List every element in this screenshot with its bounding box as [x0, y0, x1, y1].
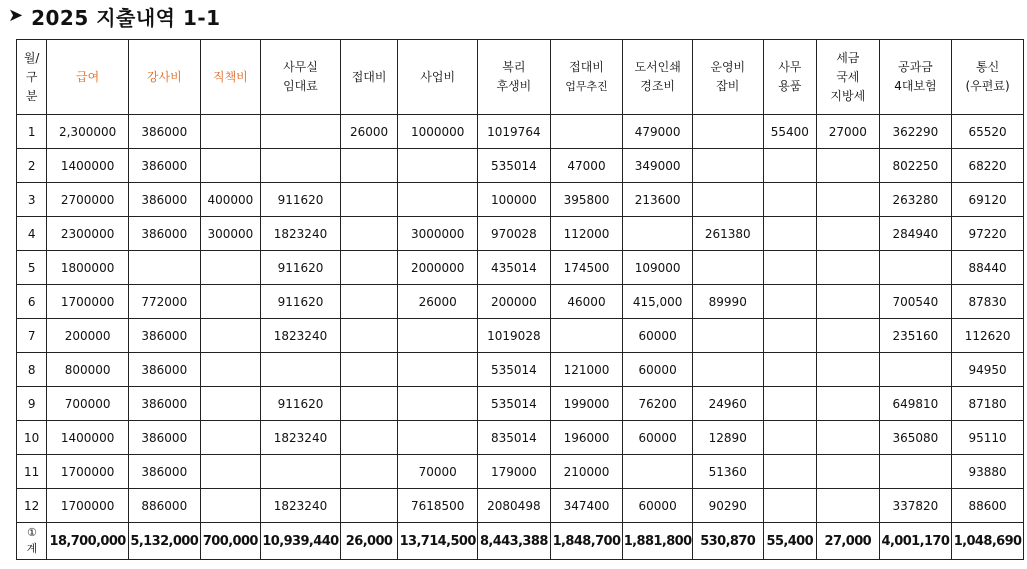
- amount-cell: [817, 455, 880, 489]
- amount-cell: [763, 217, 816, 251]
- amount-cell: [763, 421, 816, 455]
- table-row: [17, 353, 1024, 387]
- amount-cell: [200, 353, 261, 387]
- amount-cell: 1823240: [261, 421, 341, 455]
- amount-cell: 89990: [692, 285, 763, 319]
- month-cell: 2: [17, 149, 47, 183]
- amount-cell: [398, 387, 478, 421]
- amount-cell: 1823240: [261, 217, 341, 251]
- amount-cell: [763, 285, 816, 319]
- amount-cell: 700000: [47, 387, 129, 421]
- column-header-line: 월/: [23, 50, 40, 65]
- amount-cell: [763, 455, 816, 489]
- amount-cell: 88600: [952, 489, 1024, 523]
- column-header-line: 국세: [836, 69, 860, 84]
- amount-cell: 199000: [550, 387, 623, 421]
- total-cell: 8,443,388: [478, 523, 551, 560]
- column-header-line: 공과금: [898, 60, 933, 74]
- amount-cell: [763, 387, 816, 421]
- column-header-line: 분: [25, 88, 38, 103]
- total-label: [17, 523, 47, 560]
- amount-cell: [200, 285, 261, 319]
- month-cell: 3: [17, 183, 47, 217]
- amount-cell: 100000: [478, 183, 551, 217]
- amount-cell: [550, 319, 623, 353]
- amount-cell: 200000: [47, 319, 129, 353]
- amount-cell: 60000: [623, 319, 693, 353]
- amount-cell: [623, 455, 693, 489]
- column-header-2: [128, 40, 200, 115]
- amount-cell: 210000: [550, 455, 623, 489]
- column-header-line: 접대비: [569, 60, 604, 74]
- column-header-line: 경조비: [640, 79, 676, 93]
- amount-cell: 535014: [478, 149, 551, 183]
- amount-cell: [763, 149, 816, 183]
- column-header-line: 접대비: [351, 69, 387, 84]
- amount-cell: 395800: [550, 183, 623, 217]
- column-header-12: [817, 40, 880, 115]
- amount-cell: [692, 319, 763, 353]
- amount-cell: 362290: [879, 115, 952, 149]
- total-cell: 55,400: [763, 523, 816, 560]
- amount-cell: [763, 489, 816, 523]
- amount-cell: 800000: [47, 353, 129, 387]
- table-row: [17, 251, 1024, 285]
- amount-cell: [398, 353, 478, 387]
- amount-cell: [340, 455, 398, 489]
- month-cell: 11: [17, 455, 47, 489]
- amount-cell: 261380: [692, 217, 763, 251]
- total-label-line: ①: [27, 526, 37, 539]
- amount-cell: 386000: [128, 421, 200, 455]
- amount-cell: 3000000: [398, 217, 478, 251]
- column-header-line: 지방세: [830, 88, 866, 103]
- column-header-13: [879, 40, 952, 115]
- amount-cell: [623, 217, 693, 251]
- column-header-line: 업무추진: [565, 80, 608, 93]
- amount-cell: [817, 251, 880, 285]
- amount-cell: 47000: [550, 149, 623, 183]
- amount-cell: [817, 285, 880, 319]
- amount-cell: 802250: [879, 149, 952, 183]
- month-cell: 9: [17, 387, 47, 421]
- total-cell: 1,848,700: [550, 523, 623, 560]
- amount-cell: [340, 319, 398, 353]
- amount-cell: [340, 285, 398, 319]
- amount-cell: [261, 455, 341, 489]
- amount-cell: 90290: [692, 489, 763, 523]
- amount-cell: 12890: [692, 421, 763, 455]
- amount-cell: 284940: [879, 217, 952, 251]
- total-cell: 10,939,440: [261, 523, 341, 560]
- column-header-line: 세금: [836, 50, 860, 65]
- column-header-line: 후생비: [496, 79, 532, 93]
- table-row: [17, 217, 1024, 251]
- amount-cell: 24960: [692, 387, 763, 421]
- amount-cell: 2700000: [47, 183, 129, 217]
- amount-cell: [550, 115, 623, 149]
- month-cell: 12: [17, 489, 47, 523]
- amount-cell: [398, 421, 478, 455]
- amount-cell: 886000: [128, 489, 200, 523]
- amount-cell: 87830: [952, 285, 1024, 319]
- amount-cell: 386000: [128, 319, 200, 353]
- amount-cell: 2300000: [47, 217, 129, 251]
- amount-cell: 1700000: [47, 285, 129, 319]
- amount-cell: 263280: [879, 183, 952, 217]
- amount-cell: [763, 251, 816, 285]
- amount-cell: [817, 319, 880, 353]
- amount-cell: 1019028: [478, 319, 551, 353]
- amount-cell: 1019764: [478, 115, 551, 149]
- total-cell: 18,700,000: [47, 523, 129, 560]
- amount-cell: [692, 115, 763, 149]
- amount-cell: [692, 183, 763, 217]
- amount-cell: [200, 455, 261, 489]
- amount-cell: 65520: [952, 115, 1024, 149]
- column-header-line: 급여: [76, 69, 100, 84]
- amount-cell: [340, 149, 398, 183]
- month-cell: 10: [17, 421, 47, 455]
- amount-cell: 174500: [550, 251, 623, 285]
- total-cell: 1,881,800: [623, 523, 693, 560]
- column-header-line: 강사비: [146, 69, 182, 84]
- amount-cell: 535014: [478, 353, 551, 387]
- amount-cell: [340, 421, 398, 455]
- amount-cell: [398, 319, 478, 353]
- column-header-6: [398, 40, 478, 115]
- column-header-line: 통신: [976, 60, 1000, 74]
- column-header-line: 구: [25, 69, 38, 84]
- column-header-line: 사무실: [283, 60, 318, 74]
- amount-cell: [763, 319, 816, 353]
- month-cell: 5: [17, 251, 47, 285]
- amount-cell: 70000: [398, 455, 478, 489]
- month-cell: 1: [17, 115, 47, 149]
- amount-cell: 911620: [261, 387, 341, 421]
- amount-cell: [340, 217, 398, 251]
- amount-cell: [817, 387, 880, 421]
- column-header-7: [478, 40, 551, 115]
- table-row: [17, 115, 1024, 149]
- amount-cell: 2000000: [398, 251, 478, 285]
- amount-cell: 349000: [623, 149, 693, 183]
- table-row: [17, 455, 1024, 489]
- table-row: [17, 387, 1024, 421]
- total-cell: 27,000: [817, 523, 880, 560]
- total-cell: 26,000: [340, 523, 398, 560]
- amount-cell: 1000000: [398, 115, 478, 149]
- column-header-1: [47, 40, 129, 115]
- amount-cell: [340, 353, 398, 387]
- amount-cell: [340, 489, 398, 523]
- amount-cell: 1823240: [261, 319, 341, 353]
- title-text: 2025 지출내역 1-1: [31, 5, 221, 30]
- amount-cell: 51360: [692, 455, 763, 489]
- amount-cell: 1823240: [261, 489, 341, 523]
- amount-cell: 772000: [128, 285, 200, 319]
- column-header-line: 운영비: [710, 60, 746, 74]
- column-header-line: 직책비: [212, 69, 248, 84]
- amount-cell: [817, 183, 880, 217]
- amount-cell: 26000: [340, 115, 398, 149]
- column-header-line: 사무: [778, 60, 802, 74]
- amount-cell: 88440: [952, 251, 1024, 285]
- column-header-line: 사업비: [420, 69, 456, 84]
- amount-cell: [340, 183, 398, 217]
- amount-cell: [200, 319, 261, 353]
- amount-cell: [261, 115, 341, 149]
- amount-cell: 535014: [478, 387, 551, 421]
- amount-cell: 27000: [817, 115, 880, 149]
- amount-cell: 1400000: [47, 421, 129, 455]
- amount-cell: 2,300000: [47, 115, 129, 149]
- amount-cell: [879, 353, 952, 387]
- column-header-line: 용품: [778, 79, 802, 93]
- total-label-line: 계: [26, 542, 37, 555]
- amount-cell: 911620: [261, 285, 341, 319]
- month-cell: 4: [17, 217, 47, 251]
- month-cell: 8: [17, 353, 47, 387]
- amount-cell: 300000: [200, 217, 261, 251]
- column-header-line: (우편료): [965, 79, 1010, 93]
- amount-cell: 386000: [128, 149, 200, 183]
- table-row: [17, 285, 1024, 319]
- amount-cell: 60000: [623, 489, 693, 523]
- amount-cell: 97220: [952, 217, 1024, 251]
- table-row: [17, 489, 1024, 523]
- amount-cell: [692, 353, 763, 387]
- column-header-line: 잡비: [716, 79, 740, 93]
- column-header-14: [952, 40, 1024, 115]
- amount-cell: [398, 183, 478, 217]
- amount-cell: [340, 387, 398, 421]
- amount-cell: 386000: [128, 387, 200, 421]
- page-title: [8, 3, 221, 29]
- total-row: [17, 523, 1024, 560]
- amount-cell: 1400000: [47, 149, 129, 183]
- amount-cell: 93880: [952, 455, 1024, 489]
- table-row: [17, 149, 1024, 183]
- amount-cell: 112620: [952, 319, 1024, 353]
- amount-cell: [261, 149, 341, 183]
- month-cell: 7: [17, 319, 47, 353]
- amount-cell: [817, 149, 880, 183]
- amount-cell: [817, 217, 880, 251]
- amount-cell: [200, 251, 261, 285]
- amount-cell: [200, 149, 261, 183]
- amount-cell: 200000: [478, 285, 551, 319]
- amount-cell: 121000: [550, 353, 623, 387]
- column-header-line: 도서인쇄: [634, 60, 681, 74]
- amount-cell: 60000: [623, 353, 693, 387]
- amount-cell: 911620: [261, 251, 341, 285]
- column-header-9: [623, 40, 693, 115]
- amount-cell: [340, 251, 398, 285]
- amount-cell: 700540: [879, 285, 952, 319]
- column-header-11: [763, 40, 816, 115]
- table-row: [17, 183, 1024, 217]
- total-cell: 530,870: [692, 523, 763, 560]
- amount-cell: 400000: [200, 183, 261, 217]
- amount-cell: 435014: [478, 251, 551, 285]
- arrow-icon: ➤: [8, 5, 24, 26]
- amount-cell: 2080498: [478, 489, 551, 523]
- amount-cell: 46000: [550, 285, 623, 319]
- amount-cell: 109000: [623, 251, 693, 285]
- amount-cell: 347400: [550, 489, 623, 523]
- amount-cell: 26000: [398, 285, 478, 319]
- amount-cell: 1700000: [47, 455, 129, 489]
- month-cell: 6: [17, 285, 47, 319]
- amount-cell: [763, 183, 816, 217]
- total-cell: 5,132,000: [128, 523, 200, 560]
- column-header-line: 임대료: [283, 79, 318, 93]
- amount-cell: 386000: [128, 455, 200, 489]
- amount-cell: 365080: [879, 421, 952, 455]
- amount-cell: 1700000: [47, 489, 129, 523]
- amount-cell: [692, 149, 763, 183]
- amount-cell: 94950: [952, 353, 1024, 387]
- amount-cell: 69120: [952, 183, 1024, 217]
- total-cell: 4,001,170: [879, 523, 952, 560]
- amount-cell: 835014: [478, 421, 551, 455]
- column-header-0: [17, 40, 47, 115]
- column-header-10: [692, 40, 763, 115]
- total-cell: 700,000: [200, 523, 261, 560]
- amount-cell: 95110: [952, 421, 1024, 455]
- table-row: [17, 421, 1024, 455]
- amount-cell: [261, 353, 341, 387]
- amount-cell: 386000: [128, 115, 200, 149]
- amount-cell: 112000: [550, 217, 623, 251]
- amount-cell: 970028: [478, 217, 551, 251]
- amount-cell: 235160: [879, 319, 952, 353]
- amount-cell: [763, 353, 816, 387]
- amount-cell: 386000: [128, 183, 200, 217]
- amount-cell: 213600: [623, 183, 693, 217]
- total-cell: 1,048,690: [952, 523, 1024, 560]
- amount-cell: 60000: [623, 421, 693, 455]
- column-header-line: 4대보험: [894, 79, 937, 93]
- column-header-4: [261, 40, 341, 115]
- amount-cell: [692, 251, 763, 285]
- amount-cell: [398, 149, 478, 183]
- amount-cell: 55400: [763, 115, 816, 149]
- amount-cell: 479000: [623, 115, 693, 149]
- amount-cell: 76200: [623, 387, 693, 421]
- amount-cell: [817, 421, 880, 455]
- amount-cell: 68220: [952, 149, 1024, 183]
- column-header-line: 복리: [502, 60, 526, 74]
- amount-cell: [200, 421, 261, 455]
- amount-cell: 179000: [478, 455, 551, 489]
- header-row: [17, 40, 1024, 115]
- column-header-8: [550, 40, 623, 115]
- table-row: [17, 319, 1024, 353]
- amount-cell: 911620: [261, 183, 341, 217]
- amount-cell: [879, 455, 952, 489]
- amount-cell: [817, 353, 880, 387]
- amount-cell: 386000: [128, 217, 200, 251]
- amount-cell: [128, 251, 200, 285]
- amount-cell: 87180: [952, 387, 1024, 421]
- expense-table: [16, 39, 1024, 560]
- amount-cell: [879, 251, 952, 285]
- amount-cell: [200, 387, 261, 421]
- amount-cell: 1800000: [47, 251, 129, 285]
- amount-cell: 386000: [128, 353, 200, 387]
- column-header-3: [200, 40, 261, 115]
- amount-cell: [817, 489, 880, 523]
- amount-cell: 337820: [879, 489, 952, 523]
- amount-cell: [200, 489, 261, 523]
- column-header-5: [340, 40, 398, 115]
- total-cell: 13,714,500: [398, 523, 478, 560]
- amount-cell: 415,000: [623, 285, 693, 319]
- amount-cell: 7618500: [398, 489, 478, 523]
- amount-cell: 196000: [550, 421, 623, 455]
- amount-cell: [200, 115, 261, 149]
- amount-cell: 649810: [879, 387, 952, 421]
